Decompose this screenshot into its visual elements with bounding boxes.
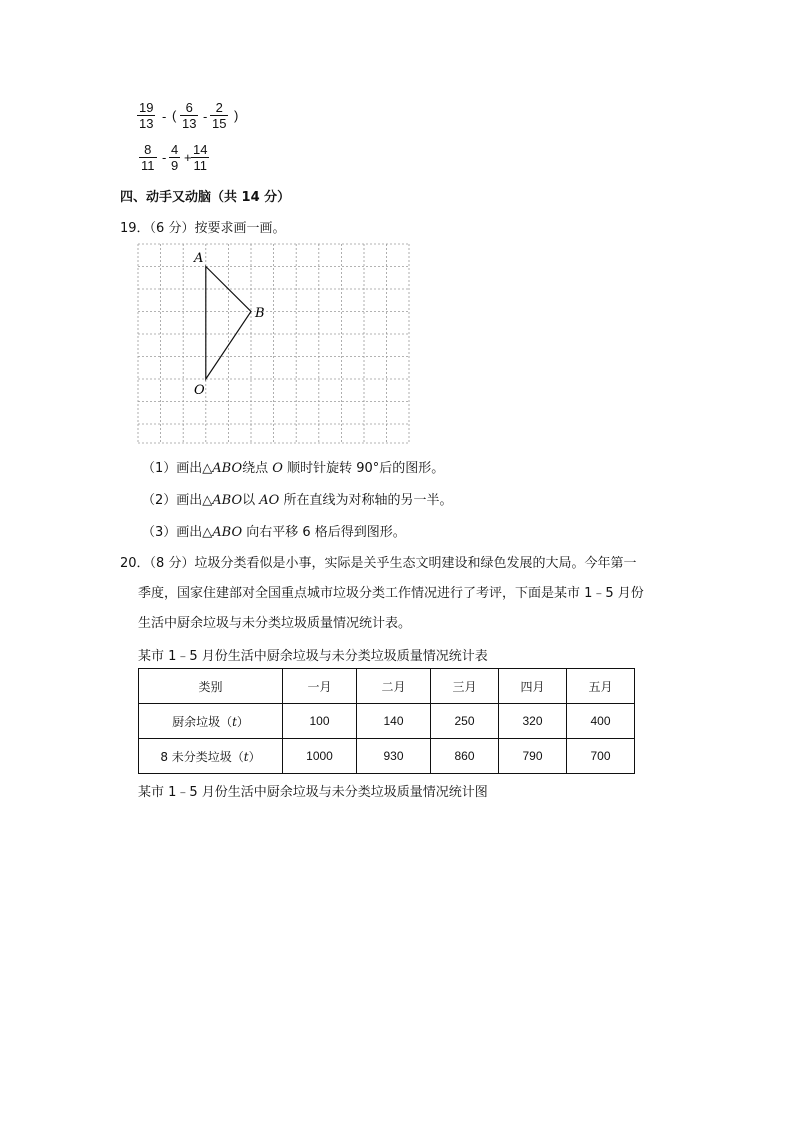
table-cell: 100 <box>283 704 357 739</box>
fraction <box>137 100 155 131</box>
question-19-task-1 <box>142 457 444 476</box>
denominator: 15 <box>212 116 227 131</box>
table-cell: 400 <box>567 704 635 739</box>
table-cell: 790 <box>499 739 567 774</box>
task-text: （2）画出△ <box>142 493 213 508</box>
task-text: （3）画出△ <box>142 525 213 540</box>
row-label-text: 厨余垃圾（ <box>172 714 233 729</box>
statistics-table <box>138 668 635 774</box>
table-header-cell: 类别 <box>139 669 283 704</box>
fraction <box>169 142 180 173</box>
left-paren: ( <box>172 108 177 123</box>
table-cell: 320 <box>499 704 567 739</box>
denominator: 13 <box>182 116 197 131</box>
question-20-line-2: 季度，国家住建部对全国重点城市垃圾分类工作情况进行了考评，下面是某市 1﹣5 月份 <box>138 586 644 601</box>
table-header-cell: 三月 <box>431 669 499 704</box>
denominator: 11 <box>193 158 207 173</box>
fraction <box>191 142 209 173</box>
denominator: 13 <box>139 116 154 131</box>
question-19-task-3 <box>142 521 406 540</box>
row-label-close: ） <box>236 714 249 729</box>
task-italic: ABO <box>212 493 243 508</box>
task-italic: ABO <box>212 525 243 540</box>
section-title: 四、动手又动脑（共 14 分） <box>120 190 291 205</box>
table-title: 某市 1﹣5 月份生活中厨余垃圾与未分类垃圾质量情况统计表 <box>138 649 488 664</box>
table-cell: 930 <box>357 739 431 774</box>
minus-sign: - <box>162 150 167 165</box>
task-text: 顺时针旋转 90°后的图形。 <box>282 461 445 476</box>
table-header-cell: 一月 <box>283 669 357 704</box>
numerator: 14 <box>193 142 208 157</box>
numerator: 2 <box>210 100 228 116</box>
table-row-label <box>139 704 283 739</box>
denominator: 9 <box>171 158 179 173</box>
row-label-close: ） <box>248 749 261 764</box>
minus-sign: - <box>162 109 167 124</box>
table-cell: 700 <box>567 739 635 774</box>
denominator: 11 <box>141 158 155 173</box>
grid-figure <box>136 242 412 446</box>
table-header-cell: 四月 <box>499 669 567 704</box>
unit-text: t <box>243 749 249 764</box>
point-label-a: A <box>194 251 204 266</box>
table-row <box>139 739 635 774</box>
question-19-stem: 19．（6 分）按要求画一画。 <box>120 221 286 236</box>
table-header-row <box>139 669 635 704</box>
table-row-label <box>139 739 283 774</box>
numerator: 19 <box>139 100 154 115</box>
point-label-b: B <box>255 306 265 321</box>
fraction <box>210 100 228 131</box>
task-italic: O <box>272 461 283 476</box>
point-label-o: O <box>194 383 205 398</box>
table-cell: 860 <box>431 739 499 774</box>
task-text: （1）画出△ <box>142 461 213 476</box>
unit-text: t <box>232 714 237 729</box>
plus-sign: + <box>184 150 192 165</box>
table-cell: 1000 <box>283 739 357 774</box>
dashed-grid <box>138 244 409 443</box>
fraction <box>180 100 198 131</box>
row-label-text: 8 未分类垃圾（ <box>160 749 244 764</box>
table-row <box>139 704 635 739</box>
table-cell: 140 <box>357 704 431 739</box>
chart-title: 某市 1﹣5 月份生活中厨余垃圾与未分类垃圾质量情况统计图 <box>138 785 488 800</box>
task-text: 向右平移 6 格后得到图形。 <box>242 525 406 540</box>
task-text: 以 <box>242 493 260 508</box>
task-text: 所在直线为对称轴的另一半。 <box>279 493 453 508</box>
task-italic: AO <box>259 493 280 508</box>
minus-sign: - <box>203 109 208 124</box>
table-cell: 250 <box>431 704 499 739</box>
fraction <box>139 142 157 173</box>
question-19-task-2 <box>142 489 452 508</box>
question-20-line-1: 20．（8 分）垃圾分类看似是小事，实际是关乎生态文明建设和绿色发展的大局。今年第一 <box>120 556 637 571</box>
numerator: 6 <box>180 100 198 116</box>
task-text: 绕点 <box>242 461 273 476</box>
numerator: 4 <box>171 142 179 157</box>
right-paren: ) <box>234 108 239 123</box>
table-header-cell: 二月 <box>357 669 431 704</box>
triangle-abo <box>206 267 251 380</box>
table-header-cell: 五月 <box>567 669 635 704</box>
task-italic: ABO <box>212 461 243 476</box>
numerator: 8 <box>139 142 157 158</box>
question-20-line-3: 生活中厨余垃圾与未分类垃圾质量情况统计表。 <box>138 616 412 631</box>
